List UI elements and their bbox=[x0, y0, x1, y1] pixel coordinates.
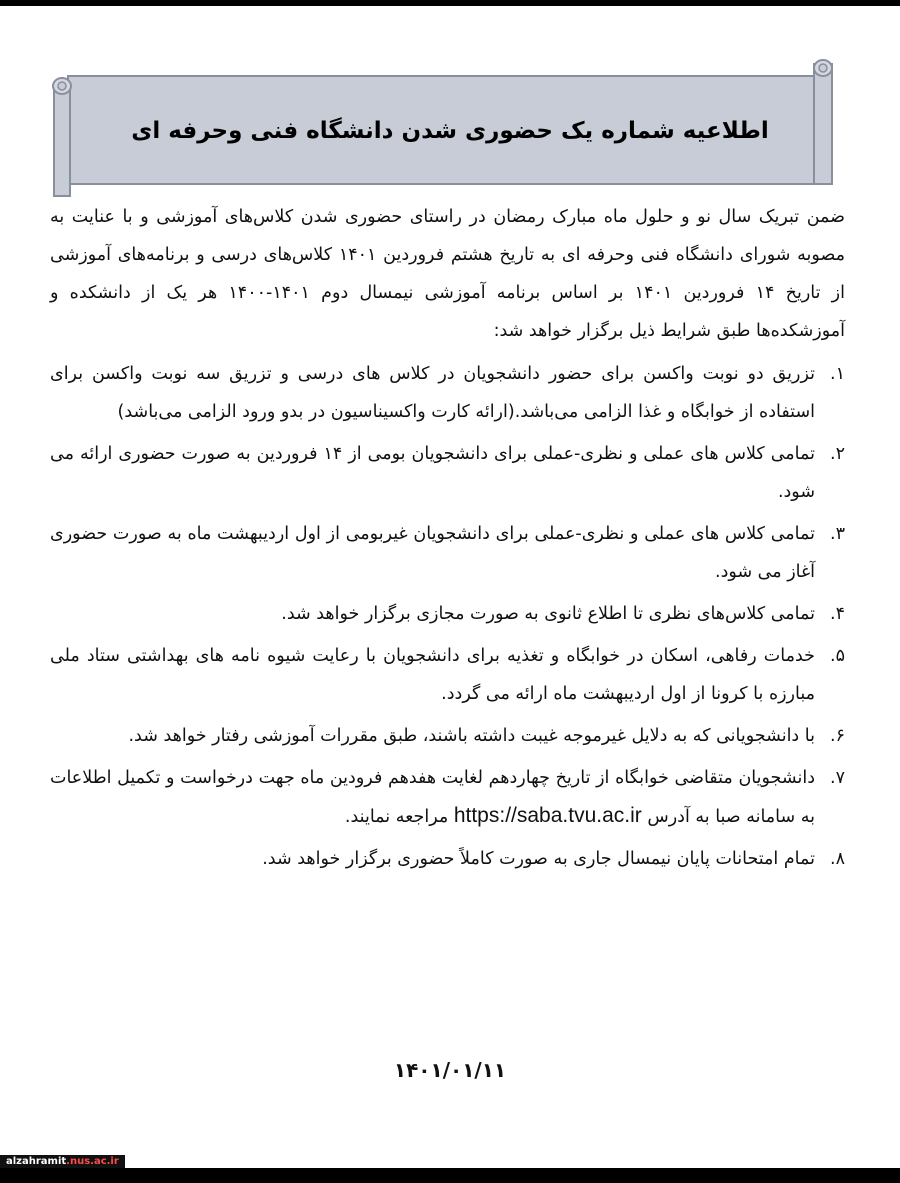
item-text: تمامی کلاس های عملی و نظری-عملی برای دانشجویان بومی از ۱۴ فروردین به صورت حضوری ارائه می شود. bbox=[50, 444, 815, 502]
list-item bbox=[50, 355, 845, 431]
item-number: ۸. bbox=[830, 849, 845, 869]
item-number: ۶. bbox=[830, 726, 845, 746]
title-scroll-banner bbox=[50, 56, 840, 206]
list-item bbox=[50, 435, 845, 511]
list-item bbox=[50, 840, 845, 878]
list-item bbox=[50, 717, 845, 755]
list-item bbox=[50, 759, 845, 836]
bottom-black-bar bbox=[0, 1168, 900, 1183]
item-number: ۳. bbox=[830, 524, 845, 544]
item-text: تزریق دو نوبت واکسن برای حضور دانشجویان در کلاس های درسی و تزریق سه نوبت واکسن برای استفاده از خوابگاه و غذا الزامی می‌باشد.(ارائه کارت واکسیناسیون در بدو ورود الزامی می‌باشد) bbox=[50, 364, 815, 422]
saba-url-link[interactable]: https://saba.tvu.ac.ir bbox=[453, 804, 642, 827]
top-black-bar bbox=[0, 0, 900, 6]
item-number: ۷. bbox=[830, 768, 845, 788]
list-item bbox=[50, 637, 845, 713]
list-item bbox=[50, 595, 845, 633]
watermark-domain: .nus.ac.ir bbox=[66, 1156, 119, 1167]
notice-body bbox=[50, 198, 845, 882]
item-text: تمام امتحانات پایان نیمسال جاری به صورت کاملاً حضوری برگزار خواهد شد. bbox=[262, 849, 815, 869]
item-number: ۵. bbox=[830, 646, 845, 666]
item-text: تمامی کلاس های عملی و نظری-عملی برای دانشجویان غیربومی از اول اردیبهشت ماه به صورت حضوری آغاز می شود. bbox=[50, 524, 815, 582]
list-item bbox=[50, 515, 845, 591]
intro-paragraph: ضمن تبریک سال نو و حلول ماه مبارک رمضان در راستای حضوری شدن کلاس‌های آموزشی و با عنایت به مصوبه شورای دانشگاه فنی وحرفه ای به تاریخ هشتم فروردین ۱۴۰۱ کلاس‌های درسی و برنامه‌های آموزشی از تاریخ ۱۴ فروردین ۱۴۰۱ بر اساس برنامه آموزشی نیمسال دوم ۱۴۰۱-۱۴۰۰ هر یک از دانشکده و آموزشکده‌ها طبق شرایط ذیل برگزار خواهد شد: bbox=[50, 207, 845, 341]
site-watermark bbox=[0, 1155, 125, 1169]
item-text: دانشجویان متقاضی خوابگاه از تاریخ چهاردهم لغایت هفدهم فرودین ماه جهت درخواست و تکمیل اطلاعات به سامانه صبا به آدرس bbox=[50, 768, 815, 827]
item-number: ۱. bbox=[830, 364, 845, 384]
item-text: با دانشجویانی که به دلایل غیرموجه غیبت داشته باشند، طبق مقررات آموزشی رفتار خواهد شد. bbox=[128, 726, 815, 746]
item-text: تمامی کلاس‌های نظری تا اطلاع ثانوی به صورت مجازی برگزار خواهد شد. bbox=[281, 604, 815, 624]
conditions-list bbox=[50, 355, 845, 878]
notice-title: اطلاعیه شماره یک حضوری شدن دانشگاه فنی وحرفه ای bbox=[131, 118, 769, 144]
item-number: ۴. bbox=[830, 604, 845, 624]
item-number: ۲. bbox=[830, 444, 845, 464]
item-text: خدمات رفاهی، اسکان در خوابگاه و تغذیه برای دانشجویان با رعایت شیوه نامه های بهداشتی ستاد ملی مبارزه با کرونا از اول اردیبهشت ماه ارائه می گردد. bbox=[50, 646, 815, 704]
item-text-tail: مراجعه نمایند. bbox=[344, 807, 449, 827]
watermark-prefix: alzahramit bbox=[6, 1156, 67, 1167]
notice-date: ۱۴۰۱/۰۱/۱۱ bbox=[393, 1058, 507, 1082]
